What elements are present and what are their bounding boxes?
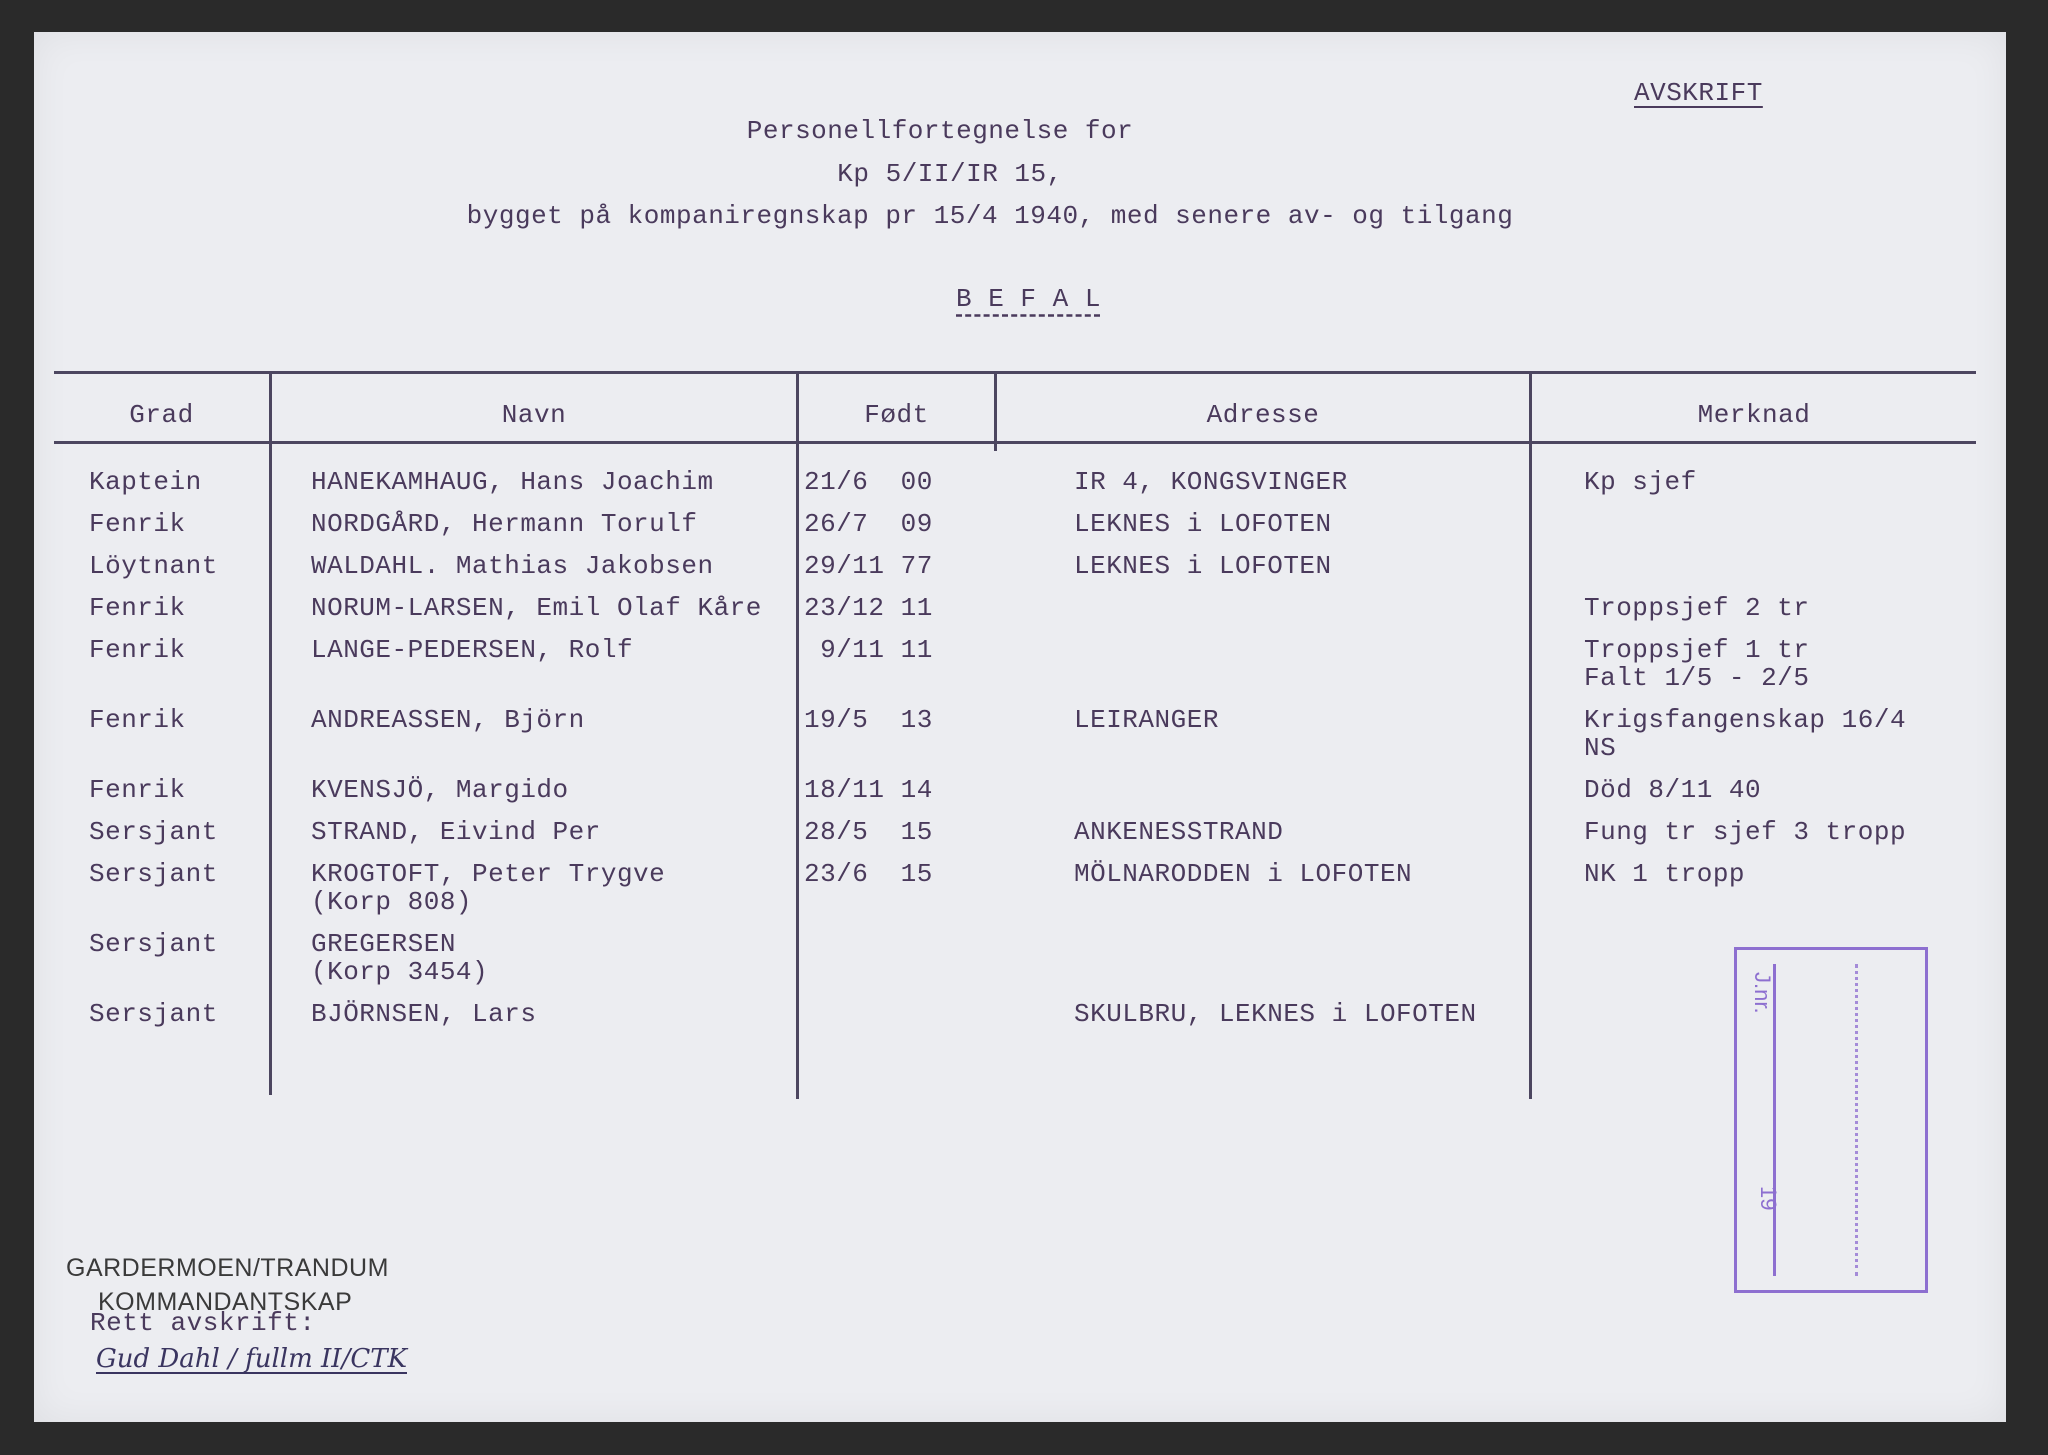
cell-adresse: LEIRANGER (1074, 705, 1219, 735)
cell-fodt: 26/7 09 (804, 509, 933, 539)
cell-adresse: IR 4, KONGSVINGER (1074, 467, 1348, 497)
cell-fodt: 23/6 15 (804, 859, 933, 889)
cell-merknad: Kp sjef (1584, 467, 1697, 497)
cell-fodt: 29/11 77 (804, 551, 933, 581)
cell-adresse: MÖLNARODDEN i LOFOTEN (1074, 859, 1413, 889)
cell-navn-line2: (Korp 3454) (311, 957, 489, 987)
title-line-3: bygget på kompaniregnskap pr 15/4 1940, med senere av- og tilgang (466, 201, 1514, 231)
rett-avskrift-label: Rett avskrift: (90, 1308, 316, 1338)
cell-adresse: SKULBRU, LEKNES i LOFOTEN (1074, 999, 1477, 1029)
cell-fodt: 28/5 15 (804, 817, 933, 847)
signature: Gud Dahl / fullm II/CTK (96, 1344, 407, 1374)
cell-navn: KROGTOFT, Peter Trygve (311, 859, 666, 889)
section-title: B E F A L (956, 284, 1101, 314)
cell-fodt: 23/12 11 (804, 593, 933, 623)
cell-grad: Fenrik (89, 705, 186, 735)
cell-grad: Sersjant (89, 817, 218, 847)
table-top-rule (54, 371, 1976, 374)
cell-navn: GREGERSEN (311, 929, 456, 959)
journal-number-stamp (1734, 947, 1928, 1293)
cell-merknad: Krigsfangenskap 16/4 (1584, 705, 1907, 735)
cell-grad: Sersjant (89, 999, 218, 1029)
table-row (34, 1000, 2006, 1070)
cell-grad: Kaptein (89, 467, 202, 497)
table-row (34, 860, 2006, 930)
table-header-rule (54, 441, 1976, 444)
column-header-merknad: Merknad (1697, 400, 1811, 430)
cell-merknad-line2: Falt 1/5 - 2/5 (1584, 663, 1810, 693)
table-row (34, 636, 2006, 706)
cell-merknad: NK 1 tropp (1584, 859, 1746, 889)
document-page (34, 32, 2006, 1422)
cell-navn-line2: (Korp 808) (311, 887, 473, 917)
cell-navn: KVENSJÖ, Margido (311, 775, 569, 805)
avskrift-label: AVSKRIFT (1634, 78, 1763, 108)
kommandantskap-stamp-line1: GARDERMOEN/TRANDUM (66, 1254, 389, 1282)
cell-grad: Löytnant (89, 551, 218, 581)
cell-navn: LANGE-PEDERSEN, Rolf (311, 635, 634, 665)
column-header-navn: Navn (501, 400, 567, 430)
cell-fodt: 21/6 00 (804, 467, 933, 497)
cell-fodt: 18/11 14 (804, 775, 933, 805)
cell-grad: Sersjant (89, 859, 218, 889)
stamp-dotted-rule (1855, 964, 1858, 1276)
title-line-2: Kp 5/II/IR 15, (837, 159, 1063, 189)
cell-navn: HANEKAMHAUG, Hans Joachim (311, 467, 714, 497)
cell-fodt: 19/5 13 (804, 705, 933, 735)
column-header-adresse: Adresse (1206, 400, 1320, 430)
cell-grad: Fenrik (89, 509, 186, 539)
cell-grad: Sersjant (89, 929, 218, 959)
cell-navn: NORUM-LARSEN, Emil Olaf Kåre (311, 593, 762, 623)
cell-adresse: LEKNES i LOFOTEN (1074, 551, 1332, 581)
stamp-jnr-label: J.nr. (1750, 972, 1775, 1014)
cell-merknad: Död 8/11 40 (1584, 775, 1762, 805)
cell-adresse: LEKNES i LOFOTEN (1074, 509, 1332, 539)
cell-navn: ANDREASSEN, Björn (311, 705, 585, 735)
cell-grad: Fenrik (89, 593, 186, 623)
cell-merknad-line2: NS (1584, 733, 1617, 763)
table-row (34, 706, 2006, 776)
cell-navn: WALDAHL. Mathias Jakobsen (311, 551, 714, 581)
table-row (34, 930, 2006, 1000)
cell-grad: Fenrik (89, 635, 186, 665)
cell-merknad: Troppsjef 2 tr (1584, 593, 1810, 623)
title-line-1: Personellfortegnelse for (746, 116, 1134, 146)
column-header-fodt: Født (864, 400, 929, 430)
cell-grad: Fenrik (89, 775, 186, 805)
cell-merknad: Fung tr sjef 3 tropp (1584, 817, 1907, 847)
cell-navn: STRAND, Eivind Per (311, 817, 601, 847)
cell-fodt: 9/11 11 (804, 635, 933, 665)
cell-adresse: ANKENESSTRAND (1074, 817, 1284, 847)
cell-merknad: Troppsjef 1 tr (1584, 635, 1810, 665)
kommandantskap-stamp-line2: KOMMANDANTSKAP (98, 1288, 353, 1316)
stamp-year: 19 (1756, 1186, 1781, 1211)
column-header-grad: Grad (129, 400, 194, 430)
cell-navn: NORDGÅRD, Hermann Torulf (311, 509, 698, 539)
cell-navn: BJÖRNSEN, Lars (311, 999, 537, 1029)
